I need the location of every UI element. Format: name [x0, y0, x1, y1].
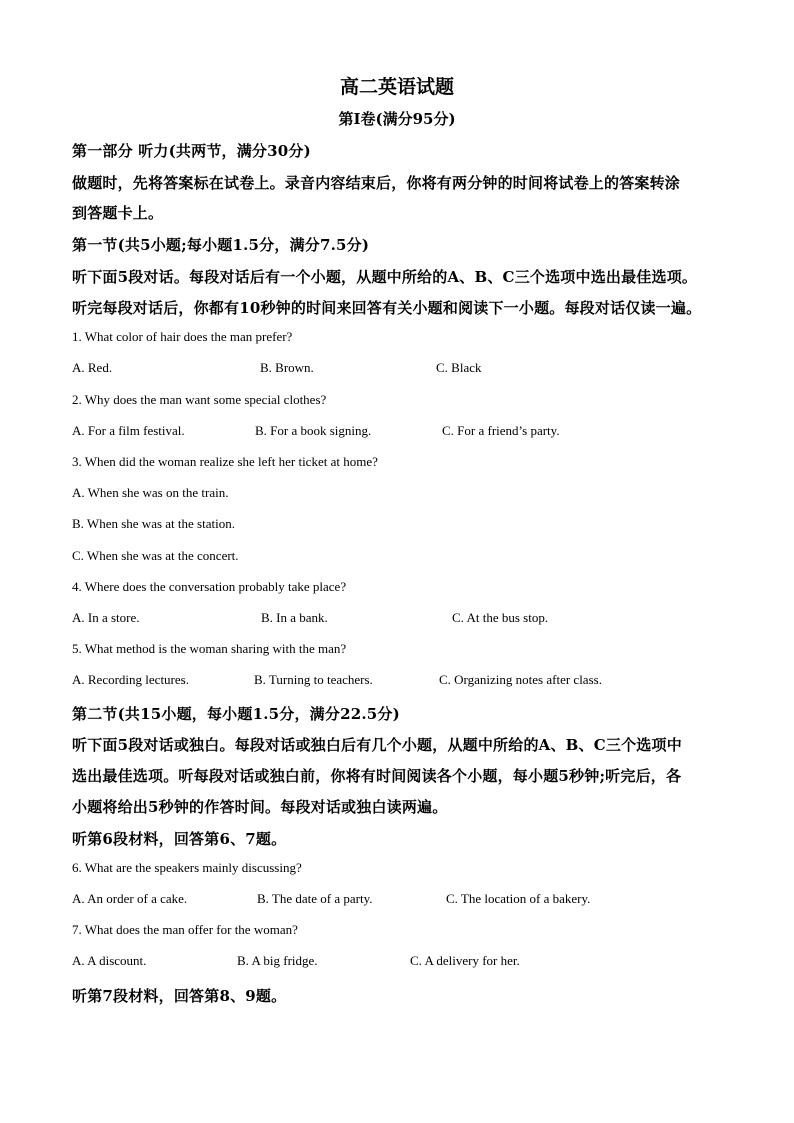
question-3-option-c: C. When she was at the concert. — [72, 548, 239, 563]
question-4-option-c: C. At the bus stop. — [452, 610, 549, 625]
question-5: 5. What method is the woman sharing with the man? — [72, 641, 347, 656]
section1-heading: 第一节(共5小题;每小题1.5分，满分7.5分) — [72, 236, 370, 254]
question-5-option-a: A. Recording lectures. — [72, 672, 189, 687]
question-7-option-c: C. A delivery for her. — [410, 953, 520, 968]
part1-heading: 第一部分 听力(共两节，满分30分) — [72, 142, 311, 160]
question-3-option-b: B. When she was at the station. — [72, 516, 235, 531]
question-2-option-a: A. For a film festival. — [72, 423, 185, 438]
exam-title: 高二英语试题 — [339, 76, 454, 98]
material-6-heading: 听第6段材料，回答第6、7题。 — [72, 830, 287, 848]
question-7-option-a: A. A discount. — [72, 953, 147, 968]
question-2-option-b: B. For a book signing. — [255, 423, 372, 438]
question-1-option-a: A. Red. — [72, 360, 113, 375]
question-2-option-c: C. For a friend’s party. — [442, 423, 560, 438]
part1-instruction-line1: 做题时，先将答案标在试卷上。录音内容结束后，你将有两分钟的时间将试卷上的答案转涂 — [72, 174, 681, 192]
section2-instruction-line1: 听下面5段对话或独白。每段对话或独白后有几个小题，从题中所给的A、B、C三个选项中 — [72, 736, 682, 754]
question-3-option-a: A. When she was on the train. — [72, 485, 229, 500]
question-4-option-a: A. In a store. — [72, 610, 140, 625]
question-6-option-b: B. The date of a party. — [257, 891, 373, 906]
question-4: 4. Where does the conversation probably take place? — [72, 579, 347, 594]
volume-subtitle: 第I卷(满分95分) — [338, 110, 456, 128]
question-7-option-b: B. A big fridge. — [237, 953, 318, 968]
section2-instruction-line2: 选出最佳选项。听每段对话或独白前，你将有时间阅读各个小题，每小题5秒钟;听完后，各 — [72, 767, 682, 785]
question-1: 1. What color of hair does the man prefer? — [72, 329, 293, 344]
question-3: 3. When did the woman realize she left her ticket at home? — [72, 454, 378, 469]
question-2: 2. Why does the man want some special clothes? — [72, 392, 327, 407]
section1-instruction-line1: 听下面5段对话。每段对话后有一个小题，从题中所给的A、B、C三个选项中选出最佳选项。 — [72, 268, 698, 286]
question-5-option-c: C. Organizing notes after class. — [439, 672, 602, 687]
question-1-option-c: C. Black — [436, 360, 482, 375]
question-6-option-a: A. An order of a cake. — [72, 891, 188, 906]
question-6-option-c: C. The location of a bakery. — [446, 891, 591, 906]
material-7-heading: 听第7段材料，回答第8、9题。 — [72, 987, 287, 1005]
section2-heading: 第二节(共15小题，每小题1.5分，满分22.5分) — [72, 705, 400, 723]
question-5-option-b: B. Turning to teachers. — [254, 672, 373, 687]
section2-instruction-line3: 小题将给出5秒钟的作答时间。每段对话或独白读两遍。 — [72, 798, 448, 816]
question-4-option-b: B. In a bank. — [261, 610, 328, 625]
question-1-option-b: B. Brown. — [260, 360, 314, 375]
question-7: 7. What does the man offer for the woman? — [72, 922, 298, 937]
part1-instruction-line2: 到答题卡上。 — [72, 204, 164, 222]
section1-instruction-line2: 听完每段对话后，你都有10秒钟的时间来回答有关小题和阅读下一小题。每段对话仅读一遍。 — [72, 299, 702, 317]
question-6: 6. What are the speakers mainly discussing? — [72, 860, 302, 875]
